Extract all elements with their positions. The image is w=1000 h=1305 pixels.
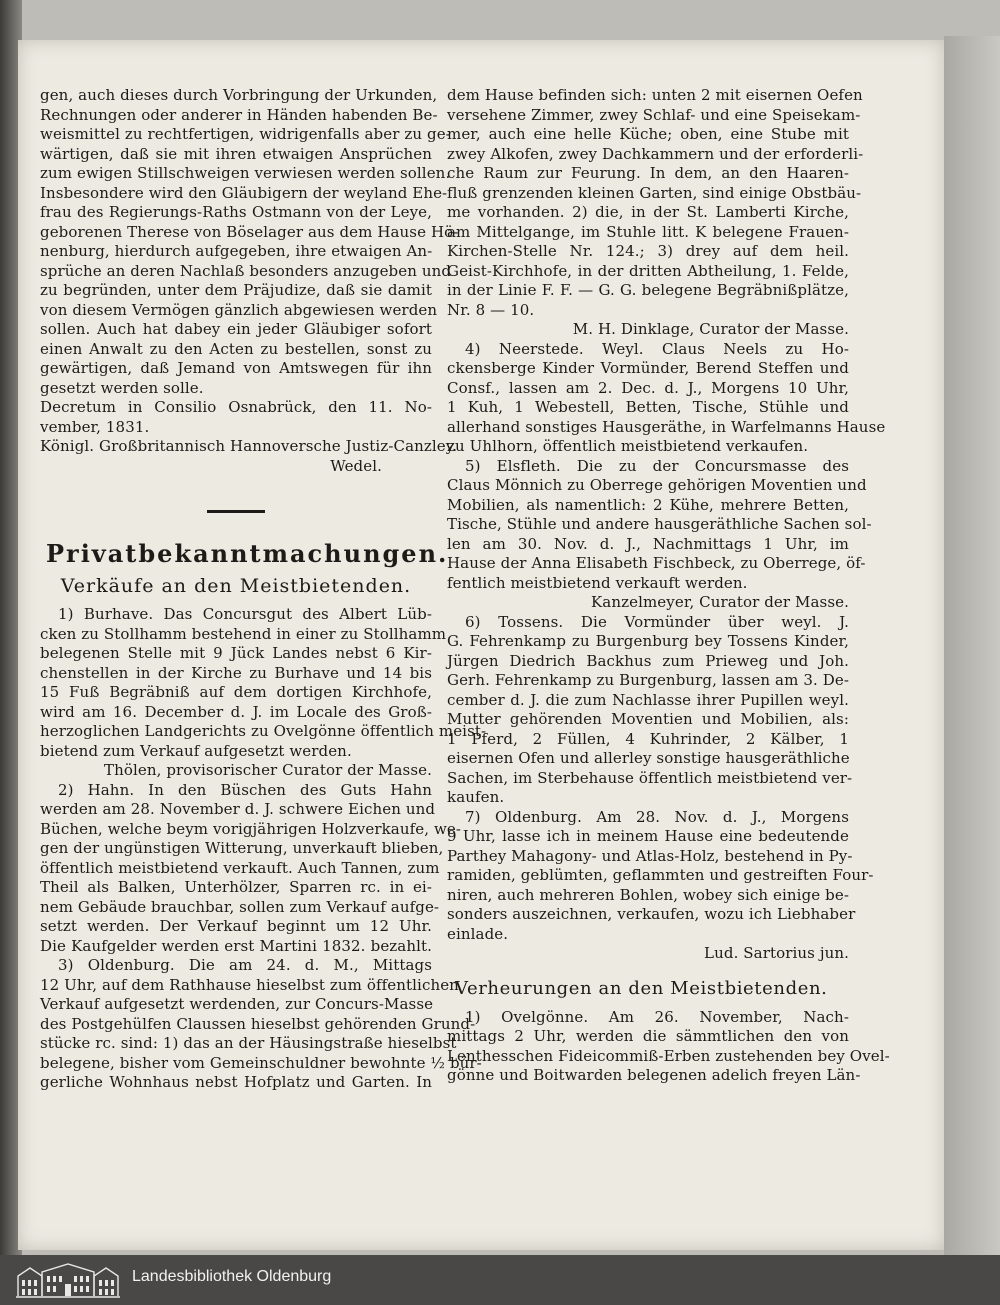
scan-margin <box>944 36 1000 1255</box>
text-line: 5) Elsfleth. Die zu der Concursmasse des <box>465 456 849 475</box>
text-line: Parthey Mahagony- und Atlas-Holz, bestehend in Py- <box>447 846 853 865</box>
text-line: belegenen Stelle mit 9 Jück Landes nebst 6 Kir- <box>40 644 432 662</box>
text-line: Die Kaufgelder werden erst Martini 1832. bezahlt. <box>40 936 432 955</box>
subheading-verkaeufe: Verkäufe an den Meistbietenden. <box>60 575 412 597</box>
footer-bar <box>0 1255 1000 1305</box>
text-line: Hause der Anna Elisabeth Fischbeck, zu Oberrege, öf- <box>447 554 866 572</box>
text-line: Büchen, welche beym vorigjährigen Holzverkaufe, we- <box>40 819 462 838</box>
text-line: öffentlich meistbietend verkauft. Auch Tannen, zum <box>40 858 440 877</box>
notice-neerstede <box>447 339 886 457</box>
text-line: sprüche an deren Nachlaß besonders anzugeben und <box>40 261 452 280</box>
text-line: 1) Burhave. Das Concursgut des Albert Lüb- <box>58 605 432 623</box>
text-line: wärtigen, daß sie mit ihren etwaigen Ansprüchen <box>40 144 432 163</box>
text-line: mittags 2 Uhr, werden die sämmtlichen den von <box>447 1027 849 1045</box>
paragraph-creditors <box>40 86 459 398</box>
text-line: einen Anwalt zu den Acten zu bestellen, sonst zu <box>40 339 432 358</box>
text-line: Nr. 8 — 10. <box>447 300 535 319</box>
text-line: Sachen, im Sterbehause öffentlich meistbietend ver- <box>447 768 853 787</box>
text-line: G. Fehrenkamp zu Burgenburg bey Tossens Kinder, <box>447 632 849 650</box>
text-line: versehene Zimmer, zwey Schlaf- und eine Speisekam- <box>447 105 861 124</box>
text-line: 9 Uhr, lasse ich in meinem Hause eine bedeutende <box>447 827 849 845</box>
text-line: 1 Pferd, 2 Füllen, 4 Kuhrinder, 2 Kälber, 1 <box>447 729 849 748</box>
library-name-link[interactable]: Landesbibliothek Oldenburg <box>132 1268 332 1285</box>
text-line: 2) Hahn. In den Büschen des Guts Hahn <box>58 780 432 799</box>
text-line: gewärtigen, daß Jemand von Amtswegen für ihn <box>40 359 432 377</box>
text-line: nem Gebäude brauchbar, sollen zum Verkauf aufge- <box>40 897 440 916</box>
text-line: belegene, bisher vom Gemeinschuldner bewohnte ½ bür- <box>40 1053 482 1072</box>
text-line: nenburg, hierdurch aufgegeben, ihre etwaigen An- <box>40 242 433 260</box>
text-line: geborenen Therese von Böselager aus dem Hause Hö- <box>40 222 459 241</box>
text-line: Theil als Balken, Unterhölzer, Sparren rc. in ei- <box>40 878 432 896</box>
notice-sartorius-signature: Lud. Sartorius jun. <box>704 944 849 962</box>
text-line: cember d. J. die zum Nachlasse ihrer Pupillen weyl. <box>447 690 849 709</box>
text-line: Rechnungen oder anderer in Händen habenden Be- <box>40 105 438 124</box>
document-page <box>18 40 944 1250</box>
text-line: vember, 1831. <box>40 417 150 436</box>
text-line: mer, auch eine helle Küche; oben, eine Stube mit <box>447 125 849 143</box>
notice-burhave <box>40 605 487 761</box>
text-line: fentlich meistbietend verkauft werden. <box>447 573 748 592</box>
text-line: fluß grenzenden kleinen Garten, sind einige Obstbäu- <box>447 183 862 202</box>
text-line: Consf., lassen am 2. Dec. d. J., Morgens 10 Uhr, <box>447 378 849 397</box>
text-line: Geist-Kirchhofe, in der dritten Abtheilung, 1. Felde, <box>447 261 849 280</box>
text-line: 3) Oldenburg. Die am 24. d. M., Mittags <box>58 956 432 974</box>
text-line: herzoglichen Landgerichts zu Ovelgönne öffentlich meist- <box>40 722 487 740</box>
text-line: 6) Tossens. Die Vormünder über weyl. J. <box>465 612 849 631</box>
text-line: Claus Mönnich zu Oberrege gehörigen Moventien und <box>447 476 867 494</box>
notice-oldenburg-signature: M. H. Dinklage, Curator der Masse. <box>572 320 849 338</box>
text-line: am Mittelgange, im Stuhle litt. K belegene Frauen- <box>447 222 849 241</box>
notice-elsfleth <box>447 456 872 594</box>
text-line: sonders auszeichnen, verkaufen, wozu ich Liebhaber <box>447 905 856 923</box>
library-building-logo-icon[interactable] <box>14 1260 122 1300</box>
text-line: niren, auch mehreren Bohlen, wobey sich einige be- <box>447 885 849 904</box>
decretum-line <box>40 398 432 437</box>
text-line: gesetzt werden solle. <box>40 378 204 397</box>
text-line: Kirchen-Stelle Nr. 124.; 3) drey auf dem heil. <box>447 242 849 260</box>
text-line: gen der ungünstigen Witterung, unverkauft blieben, <box>40 839 444 857</box>
text-line: zu Uhlhorn, öffentlich meistbietend verkaufen. <box>447 437 809 455</box>
text-line: zwey Alkofen, zwey Dachkammern und der erforderli- <box>447 144 864 163</box>
text-line: stücke rc. sind: 1) das an der Häusingstraße hieselbst <box>40 1034 457 1052</box>
text-line: gerliche Wohnhaus nebst Hofplatz und Garten. In <box>40 1073 432 1091</box>
text-line: kaufen. <box>447 788 505 806</box>
text-line: Jürgen Diedrich Backhus zum Prieweg und Joh. <box>447 651 849 670</box>
text-line: einlade. <box>447 924 509 943</box>
text-line: Decretum in Consilio Osnabrück, den 11. No- <box>40 398 432 416</box>
section-heading-privatbekanntmachungen: Privatbekanntmachungen. <box>46 539 449 568</box>
text-line: gönne und Boitwarden belegenen adelich freyen Län- <box>447 1066 861 1084</box>
text-line: gen, auch dieses durch Vorbringung der Urkunden, <box>40 86 438 104</box>
text-line: ckensberge Kinder Vormünder, Berend Steffen und <box>447 359 849 377</box>
text-line: ramiden, geblümten, geflammten und gestreiften Four- <box>447 866 874 884</box>
text-line: 12 Uhr, auf dem Rathhause hieselbst zum öffentlichen <box>40 975 459 994</box>
notice-oldenburg-sartorius <box>447 807 874 945</box>
notice-tossens <box>447 612 853 808</box>
notice-burhave-signature: Thölen, provisorischer Curator der Masse. <box>103 761 432 779</box>
text-line: weismittel zu rechtfertigen, widrigenfalls aber zu ge- <box>40 125 451 143</box>
text-line: 4) Neerstede. Weyl. Claus Neels zu Ho- <box>465 339 849 358</box>
text-line: Tische, Stühle und andere hausgeräthliche Sachen sol- <box>447 515 872 533</box>
text-line: 1) Ovelgönne. Am 26. November, Nach- <box>465 1007 849 1026</box>
text-line: Insbesondere wird den Gläubigern der weyland Ehe- <box>40 183 448 202</box>
text-line: che Raum zur Feurung. In dem, an den Haaren- <box>447 164 849 182</box>
text-line: Lenthesschen Fideicommiß-Erben zustehenden bey Ovel- <box>447 1046 890 1065</box>
text-line: allerhand sonstiges Hausgeräthe, in Warfelmanns Hause <box>447 417 886 436</box>
right-column <box>447 86 890 1086</box>
notice-hahn <box>40 780 462 957</box>
text-line: cken zu Stollhamm bestehend in einer zu Stollhamm <box>40 624 447 643</box>
text-line: 15 Fuß Begräbniß auf dem dortigen Kirchhofe, <box>40 683 432 701</box>
text-line: in der Linie F. F. — G. G. belegene Begräbnißplätze, <box>447 281 849 299</box>
text-line: me vorhanden. 2) die, in der St. Lamberti Kirche, <box>447 203 849 221</box>
text-line: eisernen Ofen und allerley sonstige hausgeräthliche <box>447 749 850 767</box>
text-line: Mobilien, als namentlich: 2 Kühe, mehrere Betten, <box>447 495 849 514</box>
section-divider <box>207 510 265 513</box>
text-line: setzt werden. Der Verkauf beginnt um 12 Uhr. <box>40 917 432 935</box>
chancery-signer: Wedel. <box>330 456 382 475</box>
subheading-verheurungen: Verheurungen an den Meistbietenden. <box>455 977 828 999</box>
notice-oldenburg-claussen <box>40 956 482 1093</box>
text-line: Gerh. Fehrenkamp zu Burgenburg, lassen am 3. De- <box>447 671 849 689</box>
text-line: bietend zum Verkauf aufgesetzt werden. <box>40 741 352 760</box>
text-line: 1 Kuh, 1 Webestell, Betten, Tische, Stühle und <box>447 398 849 416</box>
text-line: dem Hause befinden sich: unten 2 mit eisernen Oefen <box>447 86 863 104</box>
text-line: wird am 16. December d. J. im Locale des Groß- <box>40 702 432 721</box>
text-line: von diesem Vermögen gänzlich abgewiesen werden <box>40 300 438 319</box>
text-line: Mutter gehörenden Moventien und Mobilien, als: <box>447 710 849 728</box>
text-line: zum ewigen Stillschweigen verwiesen werden sollen. <box>40 164 451 182</box>
text-line: werden am 28. November d. J. schwere Eichen und <box>40 800 436 818</box>
text-line: zu begründen, unter dem Präjudize, daß sie damit <box>40 281 432 299</box>
notice-elsfleth-signature: Kanzelmeyer, Curator der Masse. <box>590 593 849 611</box>
text-line: chenstellen in der Kirche zu Burhave und 14 bis <box>40 663 432 682</box>
notice-ovelgoenne <box>447 1007 890 1086</box>
text-line: 7) Oldenburg. Am 28. Nov. d. J., Morgens <box>465 807 849 826</box>
text-line: des Postgehülfen Claussen hieselbst gehörenden Grund- <box>40 1014 476 1033</box>
text-line: len am 30. Nov. d. J., Nachmittags 1 Uhr, im <box>447 534 849 553</box>
notice-oldenburg-claussen-cont <box>447 86 864 320</box>
text-line: frau des Regierungs-Raths Ostmann von der Leye, <box>40 203 432 221</box>
chancery-signature: Königl. Großbritannisch Hannoversche Justiz-Canzley. <box>40 437 458 455</box>
text-line: sollen. Auch hat dabey ein jeder Gläubiger sofort <box>40 320 432 338</box>
text-line: Verkauf aufgesetzt werdenden, zur Concurs-Masse <box>40 995 434 1013</box>
